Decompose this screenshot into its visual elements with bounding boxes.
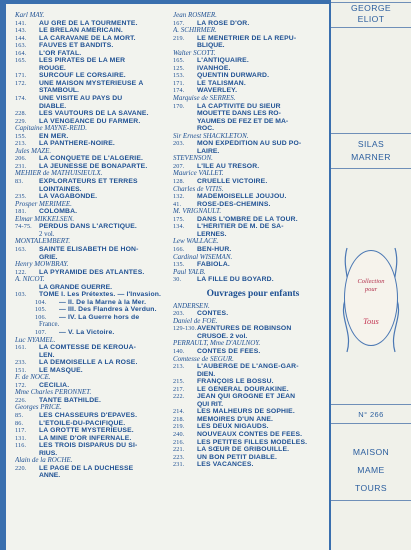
catalog-left-column	[15, 12, 173, 480]
catalog-title: LE BRELAN AMÉRICAIN.	[39, 27, 123, 35]
catalog-entry	[15, 412, 173, 420]
catalog-entry	[173, 439, 333, 447]
catalog-title: LES TROIS DISPARUS DU SI-	[39, 442, 138, 450]
catalog-entry	[15, 42, 173, 50]
catalog-entry	[173, 35, 333, 43]
catalog-title: MÉMOIRES D'UN ÂNE.	[197, 415, 274, 423]
catalog-title: LA GROTTE MYSTÉRIEUSE.	[39, 427, 134, 435]
catalog-entry	[15, 299, 173, 307]
catalog-title-continuation: LOINTAINES.	[39, 185, 82, 193]
catalog-author: Jean ROSMER.	[173, 12, 217, 19]
catalog-entry	[15, 27, 173, 35]
collection-label-pour: pour	[364, 286, 378, 293]
catalog-entry	[15, 291, 173, 299]
catalog-entry	[173, 378, 333, 386]
catalog-author: MÉHIER de MATHUISIEULX.	[15, 170, 103, 178]
catalog-entry	[173, 386, 333, 394]
catalog-number: 132.	[173, 193, 185, 201]
catalog-title: FAUVES ET BANDITS.	[39, 42, 114, 50]
catalog-number: 226.	[15, 396, 27, 404]
catalog-entry	[15, 140, 173, 148]
catalog-author: Georges PRICE.	[15, 404, 62, 412]
catalog-number: 214.	[173, 408, 185, 416]
catalog-number: 170.	[173, 102, 185, 110]
catalog-number: 166.	[173, 245, 185, 253]
catalog-entry	[173, 310, 333, 318]
collection-oval-emblem	[344, 250, 398, 346]
catalog-title-continuation: France.	[39, 321, 60, 329]
spine-publisher: MAME	[357, 465, 385, 475]
catalog-entry	[15, 344, 173, 352]
catalog-entry	[173, 103, 333, 111]
catalog-number: 141.	[15, 19, 27, 27]
spine-publisher: MAISON	[352, 447, 390, 457]
catalog-title-continuation: STAMBOUL.	[39, 87, 79, 95]
catalog-entry	[15, 72, 173, 80]
catalog-entry	[173, 454, 333, 462]
catalog-number: 155.	[15, 132, 27, 140]
catalog-number: 165.	[15, 57, 27, 65]
catalog-title: DANS L'OMBRE DE LA TOUR.	[197, 215, 298, 223]
catalog-title-continuation: RIUS.	[39, 449, 58, 457]
catalog-title: LA MINE D'OR INFERNALE.	[39, 434, 132, 442]
catalog-right-column	[173, 12, 333, 469]
spine-rule	[331, 168, 411, 169]
catalog-entry	[15, 420, 173, 428]
catalog-title-continuation: 2 vol.	[39, 230, 55, 238]
collection-label: Collection	[357, 278, 385, 285]
catalog-title: LA CAPTIVITÉ DU SIEUR	[197, 102, 281, 110]
catalog-number: 219.	[173, 34, 185, 42]
catalog-entry	[173, 201, 333, 209]
catalog-number: 223.	[173, 453, 185, 461]
catalog-author: Jules MAZÉ.	[15, 147, 52, 155]
catalog-title-continuation: ROUGE.	[39, 64, 66, 72]
catalog-number: 134.	[173, 223, 185, 231]
catalog-number: 163.	[15, 245, 27, 253]
catalog-title-continuation: DIEN.	[197, 370, 216, 378]
section-heading: Ouvrages pour enfants	[206, 288, 300, 299]
catalog-entry	[173, 163, 333, 171]
catalog-number: 229.	[15, 117, 27, 125]
catalog-number: 30.	[173, 276, 182, 284]
catalog-entry	[15, 427, 173, 435]
catalog-entry	[173, 140, 333, 148]
spine-title: SILAS	[357, 139, 385, 149]
catalog-author: Daniel de FOÉ.	[173, 317, 218, 325]
catalog-title: — IV. La Guerre hors de	[59, 313, 140, 321]
catalog-title: LA CONQUÊTE DE L'ALGÉRIE.	[39, 155, 144, 163]
catalog-title: L'OR FATAL.	[39, 49, 82, 57]
catalog-entry	[15, 442, 173, 450]
catalog-author: F. de NOCÉ.	[15, 374, 51, 382]
collection-tous: Tous	[363, 316, 379, 326]
catalog-number: 143.	[15, 27, 27, 35]
catalog-title: AVENTURES DE ROBINSON	[197, 325, 292, 333]
catalog-number: 174.	[15, 95, 27, 103]
catalog-number: 116.	[15, 442, 27, 450]
catalog-title-continuation: DIABLE.	[39, 102, 67, 110]
catalog-number: 103.	[15, 291, 27, 299]
catalog-entry	[173, 80, 333, 88]
catalog-title: CONTES.	[197, 310, 229, 318]
catalog-author: Charles de VITIS.	[173, 185, 224, 193]
catalog-entry	[15, 223, 173, 231]
catalog-number: 220.	[15, 464, 27, 472]
catalog-entry	[15, 359, 173, 367]
catalog-number: 122.	[15, 268, 27, 276]
catalog-number: 171.	[173, 79, 185, 87]
catalog-author: A. SCHIRMER.	[173, 27, 217, 35]
catalog-entry	[15, 193, 173, 201]
catalog-title: L'ÉTOILE-DU-PACIFIQUE.	[39, 419, 126, 427]
catalog-author: Capitaine MAYNE-REID.	[15, 125, 87, 133]
catalog-title: L'ÎLE AU TRÉSOR.	[197, 162, 260, 170]
catalog-entry	[15, 397, 173, 405]
catalog-author: Henry MOWBRAY.	[15, 261, 69, 269]
catalog-title: LES PETITES FILLES MODÈLES.	[197, 438, 308, 446]
catalog-number: 104.	[35, 298, 47, 306]
catalog-entry	[173, 216, 333, 224]
catalog-title-continuation: YAUMES DE FEZ ET DE MA-	[197, 117, 289, 125]
catalog-author: A. NICOT.	[15, 276, 45, 284]
spine-rule	[331, 133, 411, 134]
catalog-number: 213.	[173, 363, 185, 371]
catalog-title: CÉCILIA.	[39, 381, 70, 389]
catalog-title: L'ANTIQUAIRE.	[197, 57, 249, 65]
catalog-entry	[15, 133, 173, 141]
catalog-title: LES DEUX NIGAUDS.	[197, 423, 269, 431]
spine-rule	[331, 27, 411, 28]
catalog-number: 221.	[173, 446, 185, 454]
catalog-title-continuation: ANNE.	[39, 472, 61, 480]
catalog-title-continuation: GRIE.	[39, 253, 58, 261]
catalog-number: 129-130.	[173, 325, 197, 333]
catalog-number: 117.	[15, 427, 27, 435]
catalog-title: LA CARAVANE DE LA MORT.	[39, 34, 136, 42]
catalog-title-continuation: ROC.	[197, 125, 214, 133]
catalog-title: LA JEUNESSE DE BONAPARTE.	[39, 162, 148, 170]
catalog-number: 172.	[15, 79, 27, 87]
catalog-title-continuation: LA GRANDE GUERRE.	[39, 283, 113, 291]
catalog-title-continuation: MOUETTE DANS LES RO-	[197, 110, 281, 118]
catalog-author: Walter SCOTT.	[173, 49, 216, 57]
catalog-title: LA PYRAMIDE DES ATLANTES.	[39, 268, 145, 276]
catalog-title: TANTE BATHILDE.	[39, 396, 102, 404]
catalog-number: 207.	[173, 162, 185, 170]
catalog-number: 164.	[15, 49, 27, 57]
catalog-entry	[15, 50, 173, 58]
catalog-entry	[173, 193, 333, 201]
catalog-entry	[15, 367, 173, 375]
catalog-title: L'AUBERGE DE L'ANGE-GAR-	[197, 363, 299, 371]
catalog-entry	[173, 393, 333, 401]
catalog-number: 217.	[173, 385, 185, 393]
catalog-number: 181.	[15, 208, 27, 216]
catalog-author: Mme Charles PÉRONNET.	[15, 389, 92, 397]
catalog-entry	[173, 65, 333, 73]
catalog-title: LES VACANCES.	[197, 461, 254, 469]
catalog-number: 131.	[15, 434, 27, 442]
catalog-entry	[173, 276, 333, 284]
catalog-title: LA PANTHÈRE-NOIRE.	[39, 140, 115, 148]
catalog-title: MON EXPÉDITION AU SUD PO-	[197, 140, 302, 148]
catalog-entry	[173, 431, 333, 439]
catalog-entry	[15, 95, 173, 103]
catalog-title: IVANHOÉ.	[197, 64, 231, 72]
catalog-entry	[173, 87, 333, 95]
catalog-number: 240.	[173, 430, 185, 438]
catalog-entry	[15, 155, 173, 163]
catalog-entry	[173, 446, 333, 454]
catalog-title: LE GÉNÉRAL DOURAKINE.	[197, 385, 289, 393]
catalog-author: Cardinal WISEMAN.	[173, 253, 233, 261]
catalog-entry	[15, 246, 173, 254]
catalog-number: 128.	[173, 178, 185, 186]
catalog-author: Alain de la ROCHE.	[15, 457, 73, 465]
catalog-author: Marquise de SERRES.	[173, 95, 236, 103]
catalog-title: SAINTE ÉLISABETH DE HON-	[39, 245, 139, 253]
catalog-title: LA VENGEANCE DU FARMER.	[39, 117, 141, 125]
catalog-number: 151.	[15, 366, 27, 374]
catalog-number: 106.	[35, 313, 47, 321]
spine-publisher-city: TOURS	[355, 483, 387, 493]
catalog-author: Sir Ernest SHACKLETON.	[173, 132, 249, 140]
catalog-title-continuation: LAIRE.	[197, 147, 220, 155]
spine-rule	[331, 500, 411, 501]
catalog-number: 235.	[15, 193, 27, 201]
catalog-author: Comtesse de SÉGUR.	[173, 355, 234, 363]
catalog-number: 107.	[35, 328, 47, 336]
catalog-entry	[15, 465, 173, 473]
catalog-entry	[173, 223, 333, 231]
catalog-entry	[15, 306, 173, 314]
catalog-entry	[15, 269, 173, 277]
catalog-title-continuation: QUI RIT.	[197, 400, 224, 408]
catalog-entry	[15, 118, 173, 126]
catalog-number: 216.	[173, 438, 185, 446]
catalog-author: Elmar MIKKELSEN.	[15, 215, 75, 223]
catalog-number: 85.	[15, 411, 24, 419]
catalog-title: — II. De la Marne à la Mer.	[59, 298, 147, 306]
catalog-title-continuation: LEN.	[39, 351, 55, 359]
catalog-number: 219.	[173, 423, 185, 431]
catalog-number: 135.	[173, 261, 185, 269]
spine-author: GEORGE	[350, 3, 392, 13]
catalog-author: Luc NYAMEL.	[15, 336, 56, 344]
catalog-title: NOUVEAUX CONTES DE FÉES.	[197, 430, 303, 438]
catalog-title: FABIOLA.	[197, 261, 230, 269]
catalog-entry	[173, 20, 333, 28]
catalog-entry	[15, 208, 173, 216]
catalog-title: LA FILLE DU BOYARD.	[197, 276, 274, 284]
catalog-entry	[15, 163, 173, 171]
catalog-title: — III. Des Flandres à Verdun.	[59, 306, 157, 314]
catalog-entry	[173, 325, 333, 333]
catalog-entry	[173, 408, 333, 416]
catalog-entry	[173, 348, 333, 356]
catalog-number: 172.	[15, 381, 27, 389]
catalog-number: 222.	[173, 393, 185, 401]
catalog-entry	[173, 72, 333, 80]
catalog-entry	[15, 20, 173, 28]
catalog-number: 41.	[173, 200, 182, 208]
catalog-number: 203.	[173, 310, 185, 318]
catalog-number: 203.	[173, 140, 185, 148]
catalog-number: 165.	[173, 57, 185, 65]
catalog-title: PERDUS DANS L'ARCTIQUE.	[39, 223, 137, 231]
catalog-title: CRUELLE VICTOIRE.	[197, 178, 268, 186]
catalog-title: LES MALHEURS DE SOPHIE.	[197, 408, 295, 416]
catalog-number: 231.	[173, 461, 185, 469]
catalog-title: UNE MAISON MYSTÉRIEUSE À	[39, 79, 144, 87]
catalog-author: Prosper MÉRIMÉE.	[15, 200, 72, 208]
catalog-entry	[15, 57, 173, 65]
catalog-number: 233.	[15, 359, 27, 367]
catalog-title: LA ROSE D'OR.	[197, 19, 250, 27]
catalog-entry	[15, 314, 173, 322]
catalog-title: LES PIRATES DE LA MER	[39, 57, 126, 65]
catalog-title: CONTES DE FÉES.	[197, 347, 261, 355]
catalog-number: 215.	[173, 378, 185, 386]
catalog-number: 86.	[15, 419, 24, 427]
catalog-number: 105.	[35, 306, 47, 314]
catalog-number: 83.	[15, 178, 24, 186]
catalog-entry	[173, 461, 333, 469]
catalog-entry	[173, 178, 333, 186]
catalog-entry	[15, 329, 173, 337]
catalog-title: UNE VISITE AU PAYS DU	[39, 95, 123, 103]
catalog-entry	[15, 435, 173, 443]
catalog-title: BEN-HUR.	[197, 245, 232, 253]
catalog-author: Paul YALB.	[173, 268, 206, 276]
catalog-number: 206.	[15, 155, 27, 163]
catalog-number: 163.	[15, 42, 27, 50]
catalog-number: 167.	[173, 19, 185, 27]
catalog-number: 213.	[15, 140, 27, 148]
catalog-title: MADEMOISELLE JOUJOU.	[197, 193, 287, 201]
catalog-author: Karl MAY.	[15, 12, 45, 19]
spine-rule	[331, 404, 411, 405]
catalog-title: LE TALISMAN.	[197, 79, 246, 87]
catalog-title: UN BON PETIT DIABLE.	[197, 453, 278, 461]
catalog-number: 228.	[15, 110, 27, 118]
catalog-title: LA DEMOISELLE A LA ROSE.	[39, 359, 138, 367]
spine-author: ELIOT	[357, 14, 385, 24]
catalog-entry	[15, 178, 173, 186]
catalog-title: LE MASQUE.	[39, 366, 83, 374]
catalog-author: Lew WALLACE.	[173, 238, 219, 246]
catalog-number: 175.	[173, 215, 185, 223]
catalog-title: SURCOUF LE CORSAIRE.	[39, 72, 126, 80]
catalog-entry	[173, 363, 333, 371]
catalog-title: EN MER.	[39, 132, 69, 140]
catalog-title-continuation: BLIQUE.	[197, 42, 225, 50]
catalog-title: TOME I. Les Prétextes. — l'Invasion.	[39, 291, 162, 299]
catalog-title: AU GRÉ DE LA TOURMENTE.	[39, 19, 138, 27]
catalog-entry	[173, 57, 333, 65]
catalog-title: LA SŒUR DE GRIBOUILLE.	[197, 446, 290, 454]
catalog-author: ANDERSEN.	[173, 302, 210, 310]
catalog-author: Maurice VALLET.	[173, 170, 224, 178]
catalog-title: — V. La Victoire.	[59, 328, 115, 336]
catalog-title: JEAN QUI GROGNE ET JEAN	[197, 393, 296, 401]
catalog-entry	[173, 261, 333, 269]
catalog-title: L'HÉRITIER DE M. DE SA-	[197, 223, 284, 231]
catalog-number: 161.	[15, 344, 27, 352]
catalog-author: MONTALEMBERT.	[15, 238, 71, 246]
catalog-title: LA COMTESSE DE KÉROUA-	[39, 344, 137, 352]
catalog-number: 171.	[15, 72, 27, 80]
catalog-entry	[173, 416, 333, 424]
catalog-title: LA VAGABONDE.	[39, 193, 98, 201]
catalog-title: ROSE-DES-CHEMINS.	[197, 200, 271, 208]
catalog-author: PERRAULT, Mme D'AULNOY.	[173, 340, 261, 348]
catalog-title: LES VAUTOURS DE LA SAVANE.	[39, 110, 149, 118]
catalog-title: LE MÉNÉTRIER DE LA RÉPU-	[197, 34, 297, 42]
catalog-number: 74-75.	[15, 223, 32, 231]
catalog-number: 174.	[173, 87, 185, 95]
catalog-entry	[15, 80, 173, 88]
catalog-title-continuation: LERNES.	[197, 230, 227, 238]
spine-title: MARNER	[351, 152, 391, 162]
catalog-entry	[15, 382, 173, 390]
catalog-number: 144.	[15, 34, 27, 42]
catalog-title: WAVERLEY.	[197, 87, 238, 95]
catalog-author: M. VRIGNAULT.	[173, 208, 222, 216]
catalog-title: FRANÇOIS LE BOSSU.	[197, 378, 274, 386]
catalog-entry	[15, 35, 173, 43]
catalog-number: 125.	[173, 64, 185, 72]
catalog-title: LE PAGE DE LA DUCHESSE	[39, 464, 134, 472]
spine-number: N° 266	[358, 410, 384, 419]
catalog-title: EXPLORATEURS ET TERRES	[39, 178, 138, 186]
catalog-entry	[173, 423, 333, 431]
catalog-number: 218.	[173, 415, 185, 423]
back-cover-catalog	[6, 4, 329, 550]
catalog-title: LES CHASSEURS D'ÉPAVES.	[39, 411, 138, 419]
catalog-title: QUENTIN DURWARD.	[197, 72, 270, 80]
spine-rule	[331, 423, 411, 424]
catalog-number: 231.	[15, 162, 27, 170]
catalog-number: 140.	[173, 347, 185, 355]
catalog-entry	[173, 246, 333, 254]
catalog-title-continuation: CRUSOÉ. 2 vol.	[197, 332, 248, 340]
catalog-number: 153.	[173, 72, 185, 80]
catalog-entry	[15, 110, 173, 118]
catalog-title: COLOMBA.	[39, 208, 78, 216]
catalog-author: STEVENSON.	[173, 155, 213, 163]
